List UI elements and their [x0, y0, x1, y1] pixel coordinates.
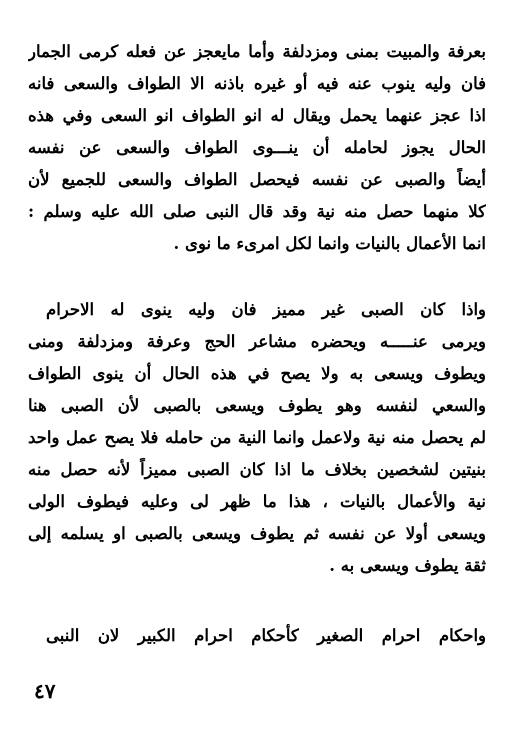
text-line: بعرفة والمبيت بمنى ومزدلفة وأما مايعجز عن فعله كرمى الجمار [28, 42, 486, 61]
text-line: نية والأعمال بالنيات ، هذا ما ظهر لى وعليه فيطوف الولى [28, 492, 486, 511]
text-line: ويسعى أولا عن نفسه ثم يطوف ويسعى بالصبى او يسلمه إلى [28, 524, 486, 543]
text-line: أيضاً والصبى عن نفسه فيحصل الطواف والسعى للجميع لأن [28, 170, 486, 189]
text-line: انما الأعمال بالنيات وانما لكل امرىء ما نوى . [173, 234, 486, 253]
text-line: كلا منهما حصل منه نية وقد قال النبى صلى الله عليه وسلم : [28, 202, 486, 221]
text-line: فان وليه ينوب عنه فيه أو غيره باذنه الا الطواف والسعى فانه [28, 74, 486, 93]
text-line: بنيتين لشخصين بخلاف ما اذا كان الصبى مميزاً لأنه حصل منه [28, 460, 486, 479]
text-line: والسعي لنفسه وهو يطوف ويسعى بالصبى لأن الصبى هنا [28, 396, 486, 415]
text-line: الحال يجوز لحامله أن ينـــوى الطواف والسعى عن نفسه [28, 138, 486, 157]
page-number: ٤٧ [34, 679, 56, 703]
text-line: لم يحصل منه نية ولاعمل وانما النية من حامله فلا يصح عمل واحد [28, 428, 486, 447]
text-line: ويرمى عنـــــه ويحضره مشاعر الحج وعرفة ومزدلفة ومنى [28, 332, 486, 351]
text-line: اذا عجز عنهما يحمل ويقال له انو الطواف انو السعى وفي هذه [28, 106, 486, 125]
text-line: واذا كان الصبى غير مميز فان وليه ينوى له الاحرام [46, 300, 486, 319]
text-line: واحكام احرام الصغير كأحكام احرام الكبير لان النبى [46, 626, 486, 645]
text-line: ثقة يطوف ويسعى به . [329, 556, 486, 575]
text-line: ويطوف ويسعى به ولا يصح في هذه الحال أن ينوى الطواف [28, 364, 486, 383]
